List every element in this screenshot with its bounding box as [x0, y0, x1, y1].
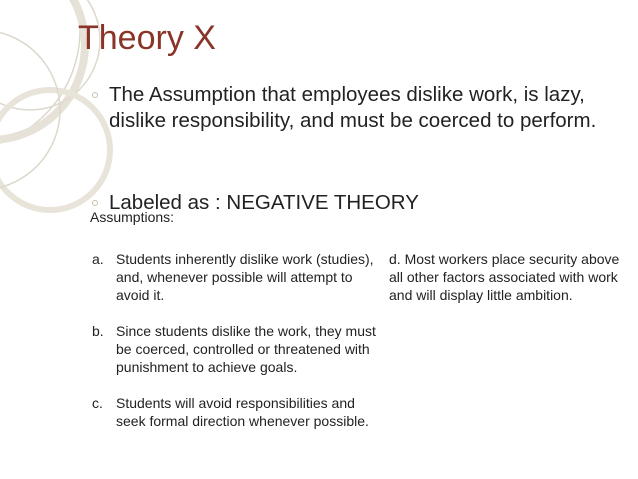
list-item — [92, 394, 388, 430]
slide-title: Theory X — [78, 19, 216, 57]
list-item-text: Since students dislike the work, they must be coerced, controlled or threatened with punishment to achieve goals. — [116, 323, 376, 375]
assumption-d: d. Most workers place security above all other factors associated with work and will display little ambition. — [389, 251, 620, 303]
theory-description: The Assumption that employees dislike work, is lazy, dislike responsibility, and must be coerced to perform. — [109, 83, 597, 132]
list-item — [92, 250, 388, 304]
list-item-marker: c. — [92, 395, 103, 411]
bullet-dot-1 — [92, 92, 98, 98]
list-item-text: Students inherently dislike work (studies), and, whenever possible will attempt to avoid it. — [116, 251, 374, 303]
assumptions-heading: Assumptions: — [90, 209, 175, 225]
list-item — [92, 322, 388, 376]
bullet-dot-2 — [92, 200, 98, 206]
list-item-marker: b. — [92, 323, 104, 339]
assumptions-list — [92, 250, 388, 448]
list-item-text: Students will avoid responsibilities and seek formal direction whenever possible. — [116, 395, 369, 429]
deco-circle-band — [0, 0, 85, 140]
labeled-text: Labeled as : NEGATIVE THEORY — [109, 191, 419, 214]
list-item-marker: a. — [92, 251, 104, 267]
